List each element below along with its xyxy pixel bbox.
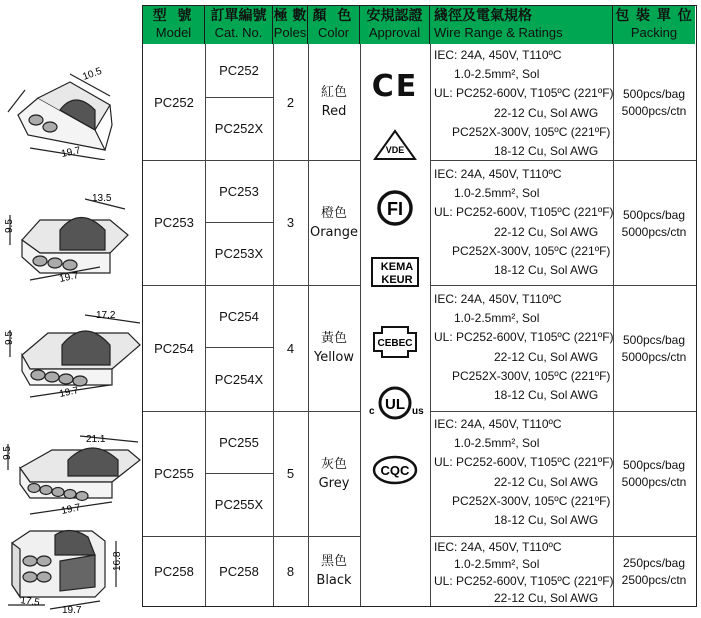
connector-diagram-5pole [0,430,142,530]
spec-cell: IEC: 24A, 450V, T110ºC 1.0-2.5mm², Sol UL: PC252-600V, T105ºC (221ºF) 22-12 Cu, Sol AWG [434,540,614,605]
dim-length: 19.7 [58,270,80,285]
svg-text:VDE: VDE [385,145,405,155]
color-cell: 橙色 Orange [309,205,359,240]
spec-cell: IEC: 24A, 450V, T110ºC 1.0-2.5mm², Sol UL: PC252-600V, T105ºC (221ºF) 22-12 Cu, Sol AWG PC252X-300V, 105ºC (221ºF) 18-12 Cu, Sol AWG [434,167,614,278]
poles-cell: 8 [286,563,295,579]
model-cell: PC253 [154,215,194,230]
poles-cell: 2 [286,94,295,110]
svg-text:CQC: CQC [380,463,410,478]
spec-cell: IEC: 24A, 450V, T110ºC 1.0-2.5mm², Sol UL: PC252-600V, T105ºC (221ºF) 22-12 Cu, Sol AWG PC252X-300V, 105ºC (221ºF) 18-12 Cu, Sol AWG [434,417,614,528]
color-cell: 灰色 Grey [318,456,350,491]
header-cat-no: 訂單編號 Cat. No. [205,6,273,44]
dim-width: 17.2 [96,310,116,321]
dim-height: 9.5 [2,446,13,460]
dim-length: 19.7 [60,502,82,517]
packing-cell: 500pcs/bag 5000pcs/ctn [621,87,687,118]
kema-keur-mark-icon [360,252,430,292]
svg-text:FI: FI [387,199,403,219]
header-color: 顏 色 Color [308,6,360,44]
spec-cell: IEC: 24A, 450V, T110ºC 1.0-2.5mm², Sol UL: PC252-600V, T105ºC (221ºF) 22-12 Cu, Sol AWG PC252X-300V, 105ºC (221ºF) 18-12 Cu, Sol AWG [434,292,614,403]
dim-length: 19.7 [60,145,82,160]
cat-no-cell: PC258 [219,563,259,579]
svg-text:UL: UL [385,396,405,413]
model-cell: PC255 [154,466,194,481]
packing-cell: 250pcs/bag 2500pcs/ctn [621,556,687,587]
cqc-mark-icon [360,450,430,490]
dim-length: 19.7 [62,605,82,615]
header-packing: 包 裝 單 位 Packing [613,6,695,44]
header-poles: 極 數 Poles [273,6,308,44]
cat-no-cell: PC254 [219,308,259,324]
color-cell: 黑色 Black [316,554,352,588]
svg-text:CEBEC: CEBEC [377,338,413,349]
cat-no-cell: PC254X [214,371,264,387]
connector-diagram-2pole [0,60,142,160]
dim-height: 9.5 [4,331,15,345]
dim-height: 9.5 [4,219,15,233]
cat-no-cell: PC252X [214,121,264,136]
svg-text:KEMA: KEMA [380,261,414,273]
cul-us-mark-icon [360,383,430,423]
packing-cell: 500pcs/bag 5000pcs/ctn [621,208,687,239]
cebec-mark-icon [360,322,430,362]
spec-cell: IEC: 24A, 450V, T110ºC 1.0-2.5mm², Sol UL: PC252-600V, T105ºC (221ºF) 22-12 Cu, Sol AWG PC252X-300V, 105ºC (221ºF) 18-12 Cu, Sol AWG [434,48,614,159]
header-model: 型 號 Model [143,6,205,44]
product-spec-table [142,5,697,607]
svg-text:us: us [412,406,424,417]
cat-no-cell: PC253X [214,246,264,261]
poles-cell: 5 [286,466,295,481]
dim-width: 13.5 [92,193,112,204]
connector-diagram-8pole [0,525,142,615]
fi-mark-icon [360,188,430,228]
connector-diagram-3pole [0,185,142,285]
connector-diagram-4pole [0,305,142,405]
packing-cell: 500pcs/bag 5000pcs/ctn [621,333,687,364]
cat-no-cell: PC252 [219,63,259,78]
cat-no-cell: PC255 [219,434,259,450]
cat-no-cell: PC255X [214,497,264,512]
model-cell: PC258 [154,563,194,579]
product-diagrams [0,0,142,618]
dim-height: 16.8 [112,551,123,571]
header-wire-range: 綫徑及電氣規格 Wire Range & Ratings [430,6,613,44]
dim-width: 10.5 [81,65,104,83]
cat-no-cell: PC253 [219,183,259,199]
model-cell: PC254 [154,340,194,356]
color-cell: 黃色 Yellow [313,331,355,365]
dim-width: 17.5 [19,595,41,609]
poles-cell: 4 [286,340,295,356]
dim-width: 21.1 [86,434,106,445]
svg-text:c: c [369,406,375,417]
dim-length: 19.7 [58,385,80,400]
vde-mark-icon [360,126,430,166]
svg-text:KEUR: KEUR [381,274,413,286]
header-approval: 安規認證 Approval [360,6,430,44]
packing-cell: 500pcs/bag 5000pcs/ctn [621,458,687,489]
poles-cell: 3 [286,215,295,230]
ce-mark-icon: CE [371,68,419,104]
model-cell: PC252 [154,94,194,110]
color-cell: 紅色 Red [320,85,347,119]
